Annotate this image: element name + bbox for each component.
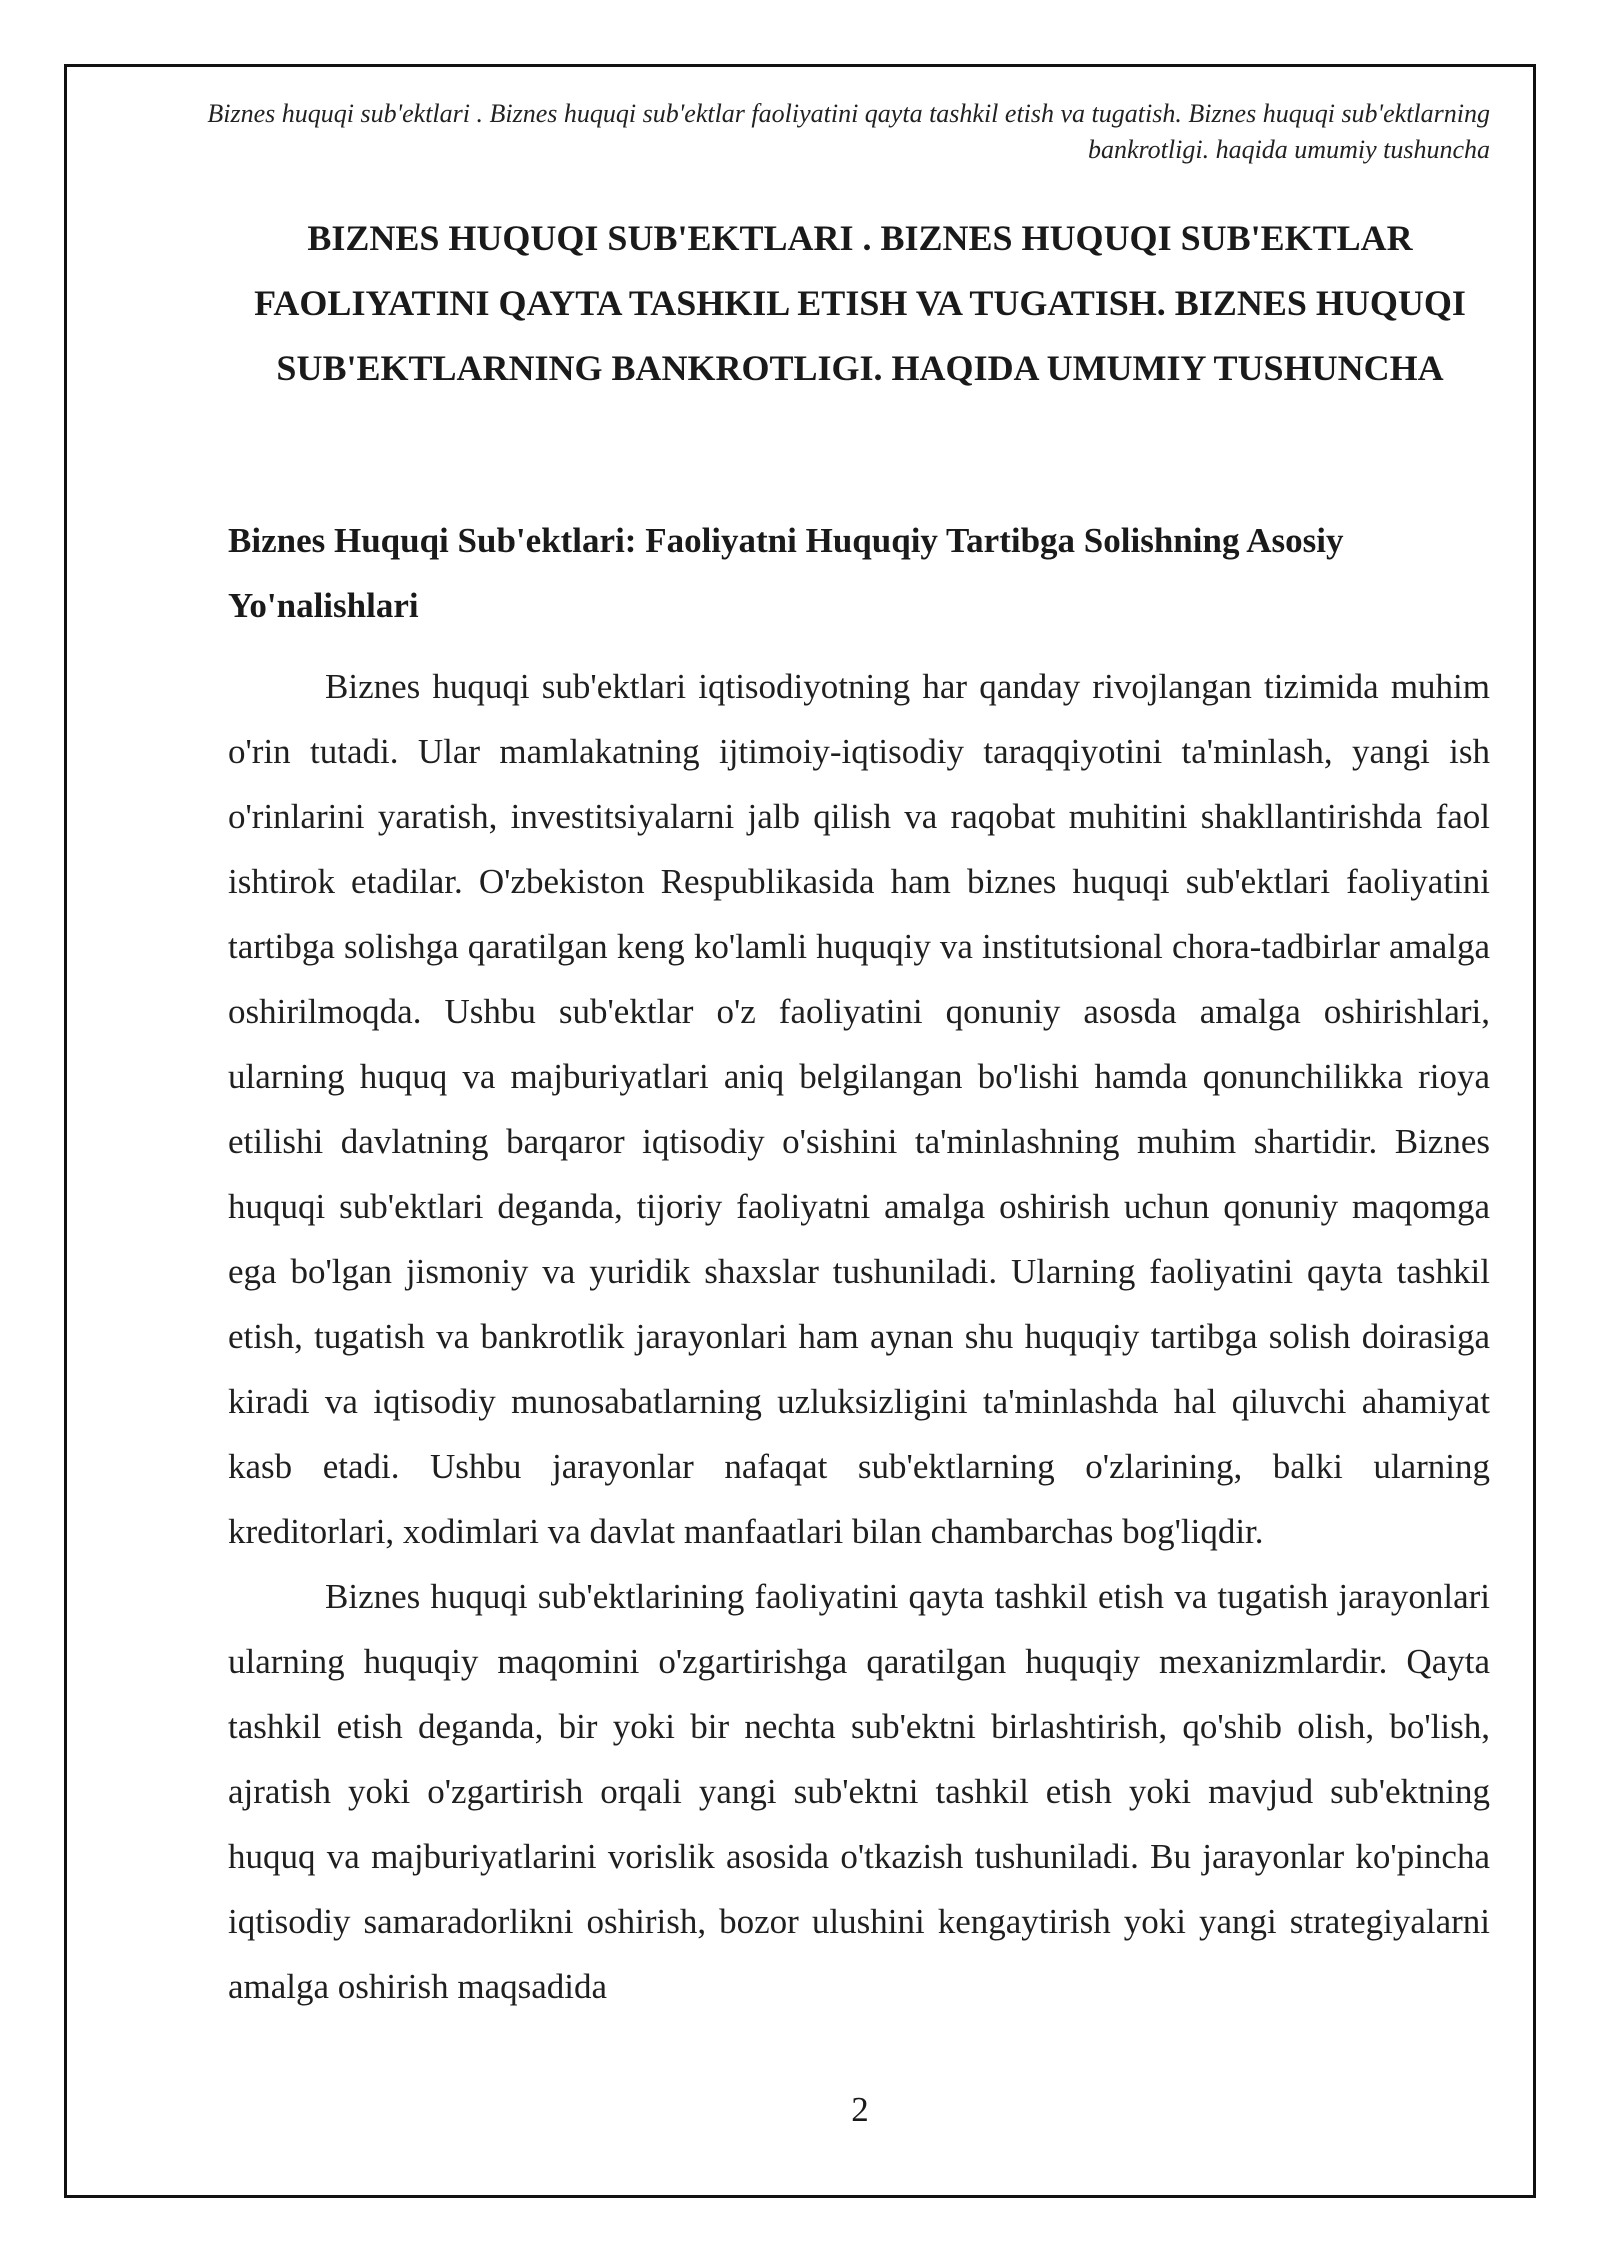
document-title: BIZNES HUQUQI SUB'EKTLARI . BIZNES HUQUQI SUB'EKTLAR FAOLIYATINI QAYTA TASHKIL ETISH VA TUGATISH. BIZNES HUQUQI SUB'EKTLARNING BANKROTLIGI. HAQIDA UMUMIY TUSHUNCHA [254, 218, 1466, 388]
running-header: Biznes huquqi sub'ektlari . Biznes huquqi sub'ektlar faoliyatini qayta tashkil etish va tugatish. Biznes huquqi sub'ektlarning bankrotligi. haqida umumiy tushuncha [207, 99, 1490, 164]
section-heading: Biznes Huquqi Sub'ektlari: Faoliyatni Huquqiy Tartibga Solishning Asosiy Yo'nalishlari [228, 521, 1344, 625]
paragraph-1: Biznes huquqi sub'ektlari iqtisodiyotning har qanday rivojlangan tizimida muhim o'rin tutadi. Ular mamlakatning ijtimoiy-iqtisodiy taraqqiyotini ta'minlash, yangi ish o'rinlarini yaratish, investitsiyalarni jalb qilish va raqobat muhitini shakllantirishda faol ishtirok etadilar. O'zbekiston Respublikasida ham biznes huquqi sub'ektlari faoliyatini tartibga solishga qaratilgan keng ko'lamli huquqiy va institutsional chora-tadbirlar amalga oshirilmoqda. Ushbu sub'ektlar o'z faoliyatini qonuniy asosda amalga oshirishlari, ularning huquq va majburiyatlari aniq belgilangan bo'lishi hamda qonunchilikka rioya etilishi davlatning barqaror iqtisodiy o'sishini ta'minlashning muhim shartidir. Biznes huquqi sub'ektlari deganda, tijoriy faoliyatni amalga oshirish uchun qonuniy maqomga ega bo'lgan jismoniy va yuridik shaxslar tushuniladi. Ularning faoliyatini qayta tashkil etish, tugatish va bankrotlik jarayonlari ham aynan shu huquqiy tartibga solish doirasiga kiradi va iqtisodiy munosabatlarning uzluksizligini ta'minlashda hal qiluvchi ahamiyat kasb etadi. Ushbu jarayonlar nafaqat sub'ektlarning o'zlarining, balki ularning kreditorlari, xodimlari va davlat manfaatlari bilan chambarchas bog'liqdir. [228, 667, 1490, 1551]
body-text [228, 654, 1490, 2019]
paragraph-2: Biznes huquqi sub'ektlarining faoliyatini qayta tashkil etish va tugatish jarayonlari ularning huquqiy maqomini o'zgartirishga qaratilgan huquqiy mexanizmlardir. Qayta tashkil etish deganda, bir yoki bir nechta sub'ektni birlashtirish, qo'shib olish, bo'lish, ajratish yoki o'zgartirish orqali yangi sub'ektni tashkil etish yoki mavjud sub'ektning huquq va majburiyatlarini vorislik asosida o'tkazish tushuniladi. Bu jarayonlar ko'pincha iqtisodiy samaradorlikni oshirish, bozor ulushini kengaytirish yoki yangi strategiyalarni amalga oshirish maqsadida [228, 1577, 1490, 2006]
page-number: 2 [851, 2090, 869, 2129]
